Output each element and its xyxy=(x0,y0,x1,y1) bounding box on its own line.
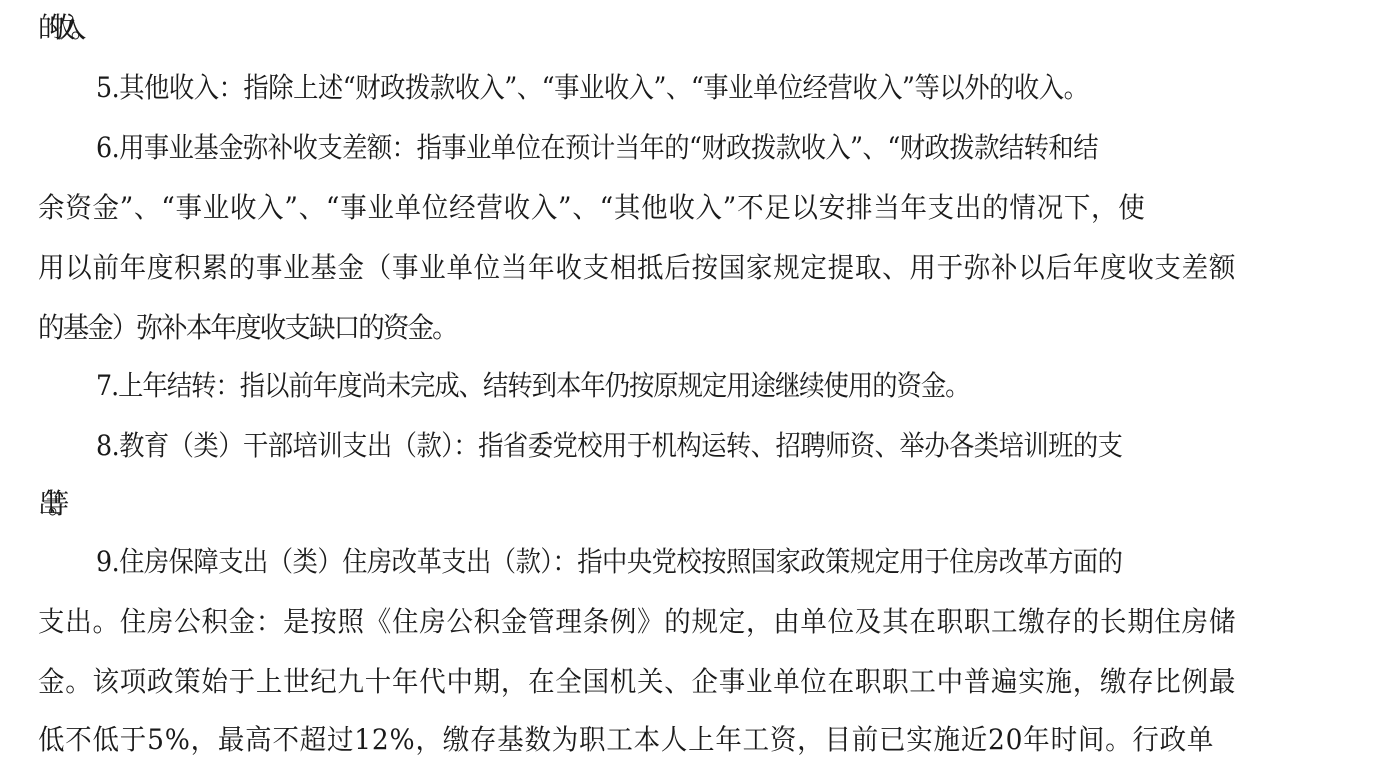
line-text: 出等。 xyxy=(38,487,53,520)
paragraph-9-line xyxy=(96,542,1400,582)
paragraph-5-line xyxy=(96,68,1400,108)
line-text: 7.上年结转：指以前年度尚未完成、结转到本年仍按原规定用途继续使用的资金。 xyxy=(96,369,970,402)
line-text: 用以前年度积累的事业基金（事业单位当年收支相抵后按国家规定提取、用于弥补以后年度收支差额 xyxy=(38,251,1237,284)
text-line xyxy=(38,720,1400,760)
line-text: 8.教育（类）干部培训支出（款）：指省委党校用于机构运转、招聘师资、举办各类培训班的支 xyxy=(96,429,1123,462)
text-line xyxy=(38,8,1400,48)
line-text: 的收入。 xyxy=(38,11,82,44)
text-line xyxy=(38,602,1400,642)
text-line xyxy=(38,662,1400,702)
line-text: 金。该项政策始于上世纪九十年代中期，在全国机关、企事业单位在职职工中普遍实施，缴存比例最 xyxy=(38,665,1237,698)
line-text: 5.其他收入：指除上述“财政拨款收入”、“事业收入”、“事业单位经营收入”等以外的收入。 xyxy=(96,71,1089,104)
line-text: 支出。住房公积金：是按照《住房公积金管理条例》的规定，由单位及其在职职工缴存的长期住房储 xyxy=(38,605,1237,638)
line-text: 余资金”、“事业收入”、“事业单位经营收入”、“其他收入”不足以安排当年支出的情况下，使 xyxy=(38,191,1146,224)
paragraph-6-line xyxy=(96,128,1400,168)
line-text: 的基金）弥补本年度收支缺口的资金。 xyxy=(38,311,457,344)
text-line xyxy=(38,188,1400,228)
line-text: 低不低于5%，最高不超过12%，缴存基数为职工本人上年工资，目前已实施近20年时间。行政单 xyxy=(38,723,1215,756)
text-line xyxy=(38,308,1400,348)
paragraph-8-line xyxy=(96,426,1400,466)
text-line xyxy=(38,484,1400,524)
paragraph-7-line xyxy=(96,366,1400,406)
line-text: 9.住房保障支出（类）住房改革支出（款）：指中央党校按照国家政策规定用于住房改革方面的 xyxy=(96,545,1123,578)
text-line xyxy=(38,248,1400,288)
line-text: 6.用事业基金弥补收支差额：指事业单位在预计当年的“财政拨款收入”、“财政拨款结转和结 xyxy=(96,131,1098,164)
